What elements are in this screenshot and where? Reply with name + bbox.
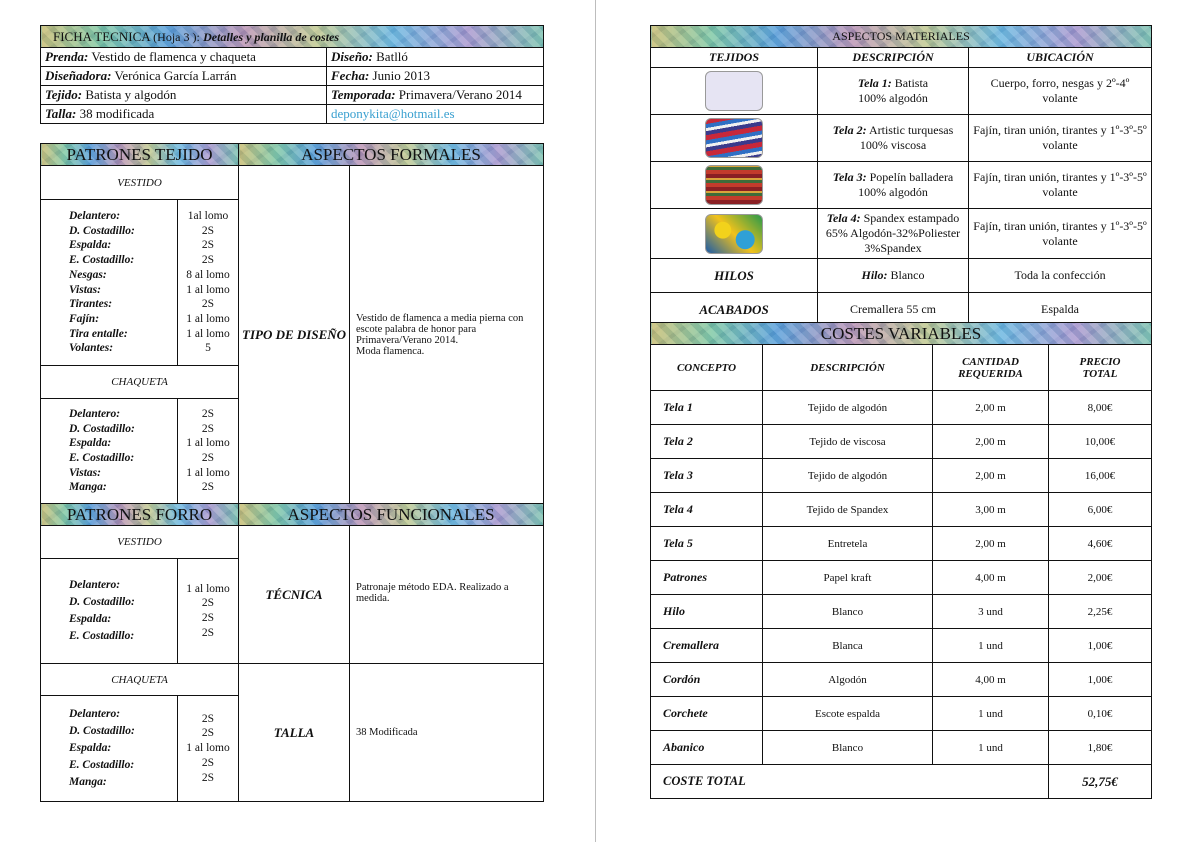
cost-row: Patrones Papel kraft 4,00 m 2,00€ — [651, 561, 1152, 595]
header-label: Talla: — [45, 106, 77, 121]
header-value: Primavera/Verano 2014 — [398, 87, 522, 102]
header-label: Tejido: — [45, 87, 83, 102]
patrones-forro-banner: PATRONES FORRO — [41, 504, 239, 526]
header-value: Verónica García Larrán — [114, 68, 237, 83]
cost-row: Corchete Escote espalda 1 und 0,10€ — [651, 697, 1152, 731]
forro-chaqueta-label: CHAQUETA — [41, 664, 239, 696]
forro-chaqueta-piece-names: Delantero: D. Costadillo: Espalda: E. Costadillo: Manga: — [41, 696, 178, 802]
tipo-diseno-label: TIPO DE DISEÑO — [239, 166, 350, 504]
ficha-title-banner — [41, 26, 544, 48]
forro-vestido-label: VESTIDO — [41, 526, 239, 559]
header-label: Fecha: — [331, 68, 370, 83]
header-row — [41, 67, 544, 86]
fabric-swatch-print — [705, 214, 763, 254]
patrones-tejido-banner: PATRONES TEJIDO — [41, 144, 239, 166]
col-header-cantidad: CANTIDAD REQUERIDA — [933, 345, 1049, 391]
header-value: Junio 2013 — [372, 68, 430, 83]
forro-vestido-piece-names: Delantero: D. Costadillo: Espalda: E. Costadillo: — [41, 559, 178, 664]
col-header-descripcion: DESCRIPCIÓN — [763, 345, 933, 391]
aspectos-funcionales-banner: ASPECTOS FUNCIONALES — [239, 504, 544, 526]
header-row — [41, 86, 544, 105]
cost-row: Abanico Blanco 1 und 1,80€ — [651, 731, 1152, 765]
costes-table — [650, 322, 1152, 799]
header-value: Batista y algodón — [85, 87, 177, 102]
acabados-location: Espalda — [969, 293, 1152, 327]
talla-label: TALLA — [239, 664, 350, 802]
fabric-swatch-red-stripes — [705, 165, 763, 205]
vestido-piece-values: 1al lomo 2S 2S 2S 8 al lomo 1 al lomo 2S 1 al lomo 1 al lomo 5 — [178, 200, 239, 366]
header-row — [41, 48, 544, 67]
ficha-hoja: (Hoja 3 ): — [153, 29, 200, 44]
fabric-swatch-lilac — [705, 71, 763, 111]
email-link[interactable]: deponykita@hotmail.es — [331, 106, 455, 121]
header-value: Vestido de flamenca y chaqueta — [91, 49, 256, 64]
cost-row: Tela 5 Entretela 2,00 m 4,60€ — [651, 527, 1152, 561]
tecnica-label: TÉCNICA — [239, 526, 350, 664]
tela-row: Tela 2: Artistic turquesas 100% viscosa Fajín, tiran unión, tirantes y 1º-3º-5º volante — [651, 115, 1152, 162]
cost-row: Tela 1 Tejido de algodón 2,00 m 8,00€ — [651, 391, 1152, 425]
tipo-diseno-text: Vestido de flamenca a media pierna con escote palabra de honor para Primavera/Verano 2014. Moda flamenca. — [350, 166, 544, 504]
tela-row: Tela 4: Spandex estampado 65% Algodón-32%Poliester 3%Spandex Fajín, tiran unión, tirantes y 1º-3º-5º volante — [651, 209, 1152, 259]
col-header-precio: PRECIO TOTAL — [1049, 345, 1152, 391]
ficha-header-table — [40, 25, 544, 124]
vestido-piece-names: Delantero: D. Costadillo: Espalda: E. Costadillo: Nesgas: Vistas: Tirantes: Fajín: Tira entalle: Volantes: — [41, 200, 178, 366]
costes-banner: COSTES VARIABLES — [651, 323, 1152, 345]
tela-row: Tela 1: Batista 100% algodón Cuerpo, forro, nesgas y 2º-4º volante — [651, 68, 1152, 115]
vestido-label: VESTIDO — [41, 166, 239, 200]
col-header-descripcion: DESCRIPCIÓN — [818, 48, 969, 68]
acabados-desc: Cremallera 55 cm — [818, 293, 969, 327]
header-value: 38 modificada — [79, 106, 155, 121]
tela-location: Fajín, tiran unión, tirantes y 1º-3º-5º volante — [969, 162, 1152, 209]
tela-location: Cuerpo, forro, nesgas y 2º-4º volante — [969, 68, 1152, 115]
tecnica-text: Patronaje método EDA. Realizado a medida. — [350, 526, 544, 664]
acabados-label: ACABADOS — [651, 293, 818, 327]
coste-total-value: 52,75€ — [1049, 765, 1152, 799]
tela-row: Tela 3: Popelín balladera 100% algodón Fajín, tiran unión, tirantes y 1º-3º-5º volante — [651, 162, 1152, 209]
cost-row: Cordón Algodón 4,00 m 1,00€ — [651, 663, 1152, 697]
header-label: Diseñadora: — [45, 68, 112, 83]
hilos-label: HILOS — [651, 259, 818, 293]
cost-total-row — [651, 765, 1152, 799]
aspectos-formales-banner: ASPECTOS FORMALES — [239, 144, 544, 166]
hilos-location: Toda la confección — [969, 259, 1152, 293]
forro-vestido-piece-values: 1 al lomo 2S 2S 2S — [178, 559, 239, 664]
header-row — [41, 105, 544, 124]
chaqueta-piece-names: Delantero: D. Costadillo: Espalda: E. Costadillo: Vistas: Manga: — [41, 399, 178, 504]
cost-row: Tela 4 Tejido de Spandex 3,00 m 6,00€ — [651, 493, 1152, 527]
coste-total-label: COSTE TOTAL — [651, 765, 1049, 799]
header-label: Diseño: — [331, 49, 373, 64]
header-label: Prenda: — [45, 49, 89, 64]
cost-row: Hilo Blanco 3 und 2,25€ — [651, 595, 1152, 629]
tela-location: Fajín, tiran unión, tirantes y 1º-3º-5º volante — [969, 115, 1152, 162]
talla-text: 38 Modificada — [350, 664, 544, 802]
header-value: Batlló — [376, 49, 408, 64]
cost-row: Tela 2 Tejido de viscosa 2,00 m 10,00€ — [651, 425, 1152, 459]
page-divider — [595, 0, 596, 842]
ficha-subtitle: Detalles y planilla de costes — [203, 29, 340, 44]
col-header-concepto: CONCEPTO — [651, 345, 763, 391]
cost-row: Tela 3 Tejido de algodón 2,00 m 16,00€ — [651, 459, 1152, 493]
cost-row: Cremallera Blanca 1 und 1,00€ — [651, 629, 1152, 663]
forro-chaqueta-piece-values: 2S 2S 1 al lomo 2S 2S — [178, 696, 239, 802]
materiales-banner: ASPECTOS MATERIALES — [651, 26, 1152, 48]
fabric-swatch-stripes — [705, 118, 763, 158]
col-header-ubicacion: UBICACIÓN — [969, 48, 1152, 68]
chaqueta-piece-values: 2S 2S 1 al lomo 2S 1 al lomo 2S — [178, 399, 239, 504]
materiales-table — [650, 25, 1152, 327]
hilos-row: HILOS Hilo: Blanco Toda la confección — [651, 259, 1152, 293]
col-header-tejidos: TEJIDOS — [651, 48, 818, 68]
ficha-title: FICHA TECNICA — [53, 28, 150, 44]
tela-location: Fajín, tiran unión, tirantes y 1º-3º-5º volante — [969, 209, 1152, 259]
header-label: Temporada: — [331, 87, 396, 102]
patrones-table — [40, 143, 544, 802]
chaqueta-label: CHAQUETA — [41, 366, 239, 399]
